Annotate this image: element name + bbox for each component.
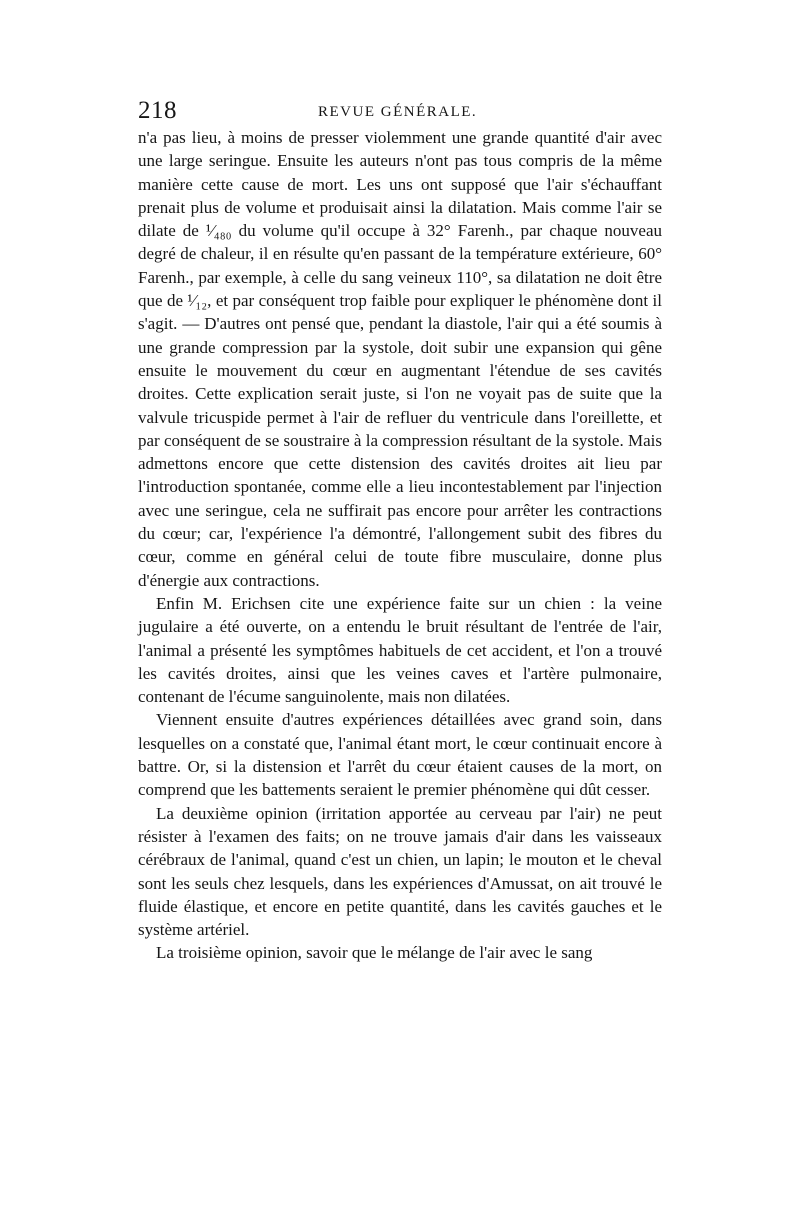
paragraph-continued: n'a pas lieu, à moins de presser violemment une grande quantité d'air avec une large seringue. Ensuite les auteurs n'ont pas tous compris de la même manière cette cause de mort. Les uns ont supposé que l'air s'échauffant prenait plus de volume et produisait ainsi la dilatation. Mais comme l'air se dilate de ¹⁄₄₈₀ du volume qu'il occupe à 32° Farenh., par chaque nouveau degré de chaleur, il en résulte qu'en passant de la température extérieure, 60° Farenh., par exemple, à celle du sang veineux 110°, sa dilatation ne doit être que de ¹⁄₁₂, et par conséquent trop faible pour expliquer le phénomène dont il s'agit. — D'autres ont pensé que, pendant la diastole, l'air qui a été soumis à une grande compression par la systole, doit subir une expansion qui gêne ensuite le mouvement du cœur en augmentant l'étendue de ses cavités droites. Cette explication serait juste, si l'on ne voyait pas de suite que la valvule tricuspide permet à l'air de refluer du ventricule dans l'oreillette, et par conséquent de se soustraire à la compression résultant de la systole. Mais admettons encore que cette distension des cavités droites ait lieu par l'introduction spontanée, comme elle a lieu incontestablement par l'injection avec une seringue, cela ne suffirait pas encore pour arrêter les contractions du cœur; car, l'expérience l'a démontré, l'allongement subit des fibres du cœur, comme en général celui de toute fibre musculaire, donne plus d'énergie aux contractions. xyxy=(138,128,662,590)
page-number: 218 xyxy=(138,97,177,124)
paragraph-second-opinion: La deuxième opinion (irritation apportée au cerveau par l'air) ne peut résister à l'examen des faits; on ne trouve jamais d'air dans les vaisseaux cérébraux de l'animal, quand c'est un chien, un lapin; le mouton et le cheval sont les seuls chez lesquels, dans les expériences d'Amussat, on ait trouvé le fluide élastique, et encore en petite quantité, dans les cavités gauches et le système artériel. xyxy=(138,803,662,940)
running-head xyxy=(138,96,664,126)
body-text xyxy=(138,126,662,965)
journal-title: REVUE GÉNÉRALE. xyxy=(318,104,478,120)
paragraph-erichsen: Enfin M. Erichsen cite une expérience faite sur un chien : la veine jugulaire a été ouverte, on a entendu le bruit résultant de l'entrée de l'air, l'animal a présenté les symptômes habituels de cet accident, et l'on a trouvé les cavités droites, ainsi que les veines caves et l'artère pulmonaire, contenant de l'écume sanguinolente, mais non dilatées. xyxy=(138,593,662,707)
paragraph-experiences: Viennent ensuite d'autres expériences détaillées avec grand soin, dans lesquelles on a constaté que, l'animal étant mort, le cœur continuait encore à battre. Or, si la distension et l'arrêt du cœur étaient causes de la mort, on comprend que les battements seraient le premier phénomène qui dût cesser. xyxy=(138,710,662,800)
paragraph-third-opinion: La troisième opinion, savoir que le mélange de l'air avec le sang xyxy=(156,943,593,963)
